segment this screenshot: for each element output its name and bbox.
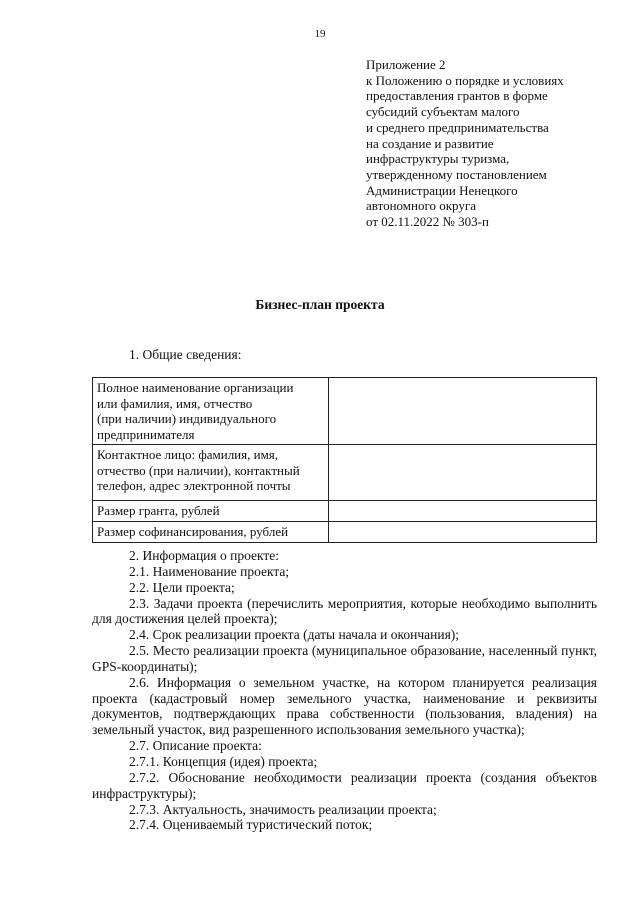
appendix-line: Администрации Ненецкого [366,182,518,198]
label-line: Размер софинансирования, рублей [97,524,289,539]
paragraph: 2.3. Задачи проекта (перечислить мероприятия, которые необходимо выполнить для достижения целей проекта); [92,595,597,627]
label-line: Размер гранта, рублей [97,503,220,518]
appendix-line: и среднего предпринимательства [366,119,549,135]
document-title: Бизнес-план проекта [255,297,385,312]
page-number: 19 [314,28,326,40]
label-line: Полное наименование организации [97,380,294,395]
table-cell-label [93,501,329,522]
table-cell-value [329,522,597,543]
appendix-line: субсидий субъектам малого [366,104,520,120]
appendix-line: на создание и развитие [366,135,494,151]
paragraph: 2. Информация о проекте: [129,548,280,563]
appendix-line: инфраструктуры туризма, [366,151,510,167]
appendix-line: автономного округа [366,198,476,214]
paragraph: 2.7. Описание проекта: [129,738,262,754]
table-row [93,501,597,522]
paragraph: 2.7.3. Актуальность, значимость реализации проекта; [129,801,437,817]
label-line: (при наличии) индивидуального [97,411,277,427]
table-row [93,445,597,501]
appendix-line: от 02.11.2022 № 303-п [366,214,489,230]
paragraph: 2.7.4. Оцениваемый туристический поток; [129,817,373,833]
table-cell-label [93,445,329,501]
section-heading-general-info: 1. Общие сведения: [129,347,242,362]
paragraph: 2.7.1. Концепция (идея) проекта; [129,753,318,769]
label-line: или фамилия, имя, отчество [97,395,253,411]
table-cell-label [93,378,329,445]
paragraph: 2.6. Информация о земельном участке, на котором планируется реализация проекта (кадастровый номер земельного участка, наименование и реквизиты документов, подтверждающих права собственности (пользования, владения) на земельный участок, вид разрешенного использования земельного участка); [92,674,597,738]
paragraph: 2.5. Место реализации проекта (муниципальное образование, населенный пункт, GPS-координаты); [92,643,597,674]
paragraph: 2.7.2. Обоснование необходимости реализации проекта (создания объектов инфраструктуры); [92,769,597,801]
appendix-line: Приложение 2 [366,57,446,72]
appendix-line: утвержденному постановлением [366,166,547,182]
table-cell-label [93,522,329,543]
table-cell-value [329,378,597,445]
label-line: Контактное лицо: фамилия, имя, [97,447,279,462]
table-row [93,378,597,445]
label-line: предпринимателя [97,426,195,442]
table-cell-value [329,501,597,522]
appendix-line: предоставления грантов в форме [366,88,548,104]
label-line: телефон, адрес электронной почты [97,478,291,494]
paragraph: 2.1. Наименование проекта; [129,563,290,579]
paragraph: 2.2. Цели проекта; [129,579,235,595]
paragraph: 2.4. Срок реализации проекта (даты начала и окончания); [129,627,460,643]
table-cell-value [329,445,597,501]
label-line: отчество (при наличии), контактный [97,462,300,478]
general-info-table [92,377,597,543]
appendix-line: к Положению о порядке и условиях [366,72,564,88]
table-row [93,522,597,543]
project-info-section [92,548,597,833]
appendix-header [366,57,626,230]
